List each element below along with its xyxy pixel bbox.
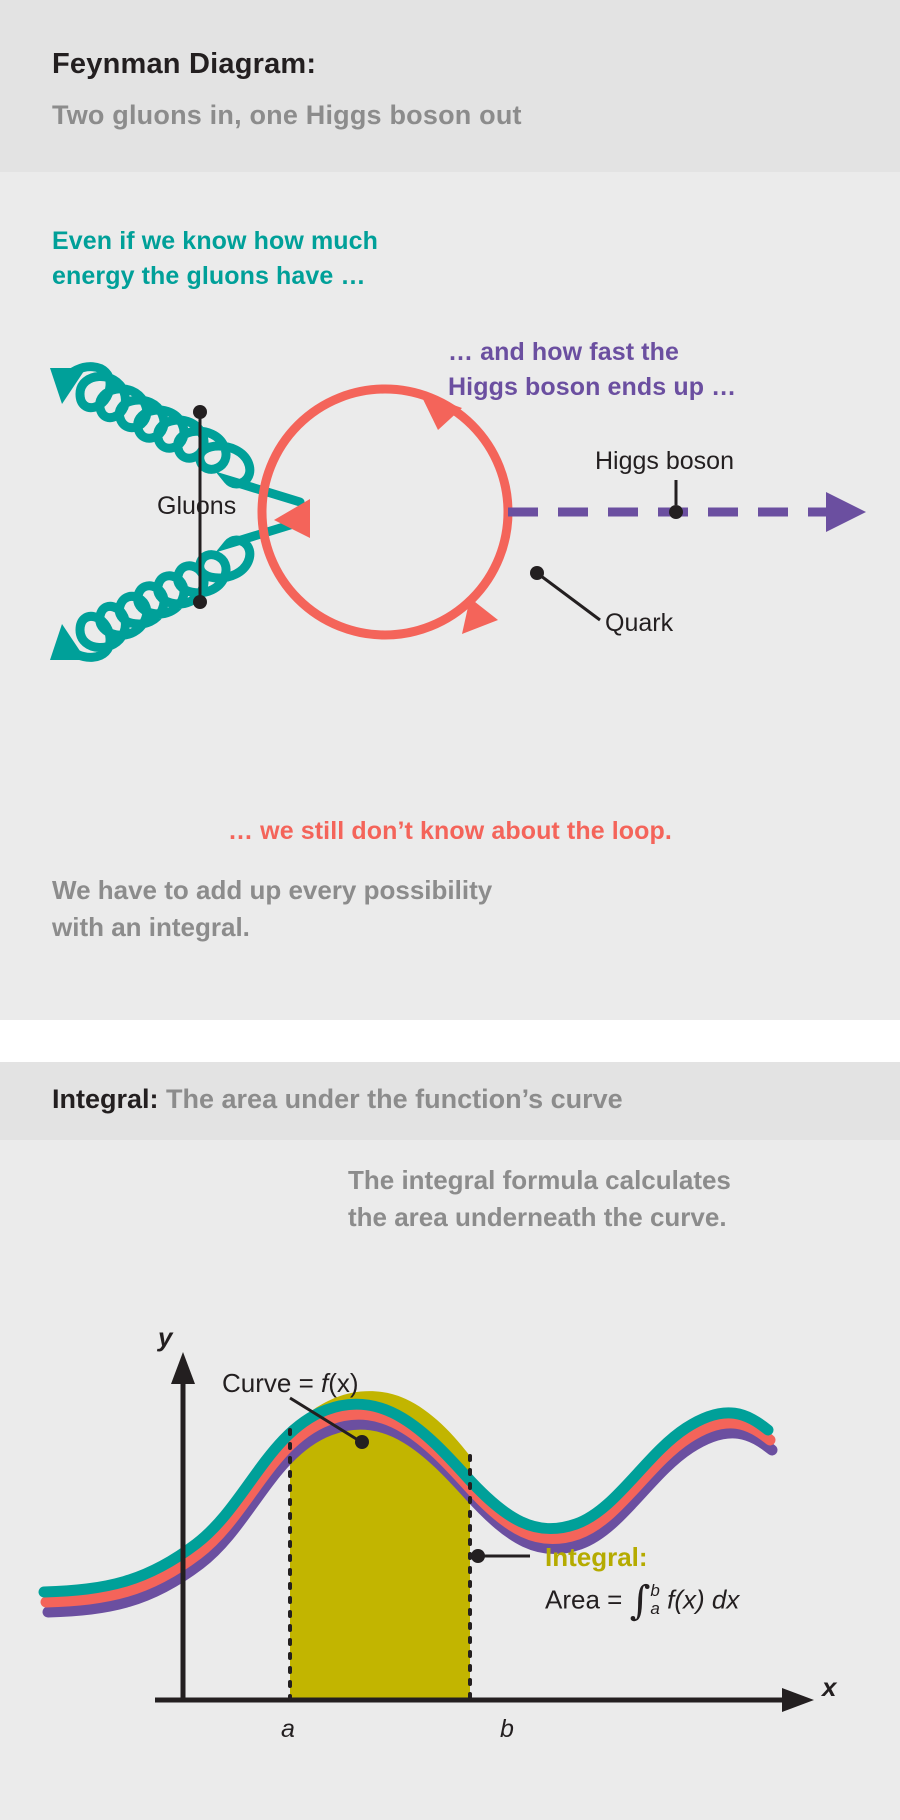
tick-label-a: a <box>281 1715 295 1743</box>
quark-leader-dot <box>530 566 544 580</box>
feynman-subtitle: Two gluons in, one Higgs boson out <box>52 100 522 130</box>
label-higgs-boson: Higgs boson <box>595 447 734 475</box>
integral-title-sub: The area under the function’s curve <box>166 1084 623 1114</box>
callout-gluon-energy-line2: energy the gluons have … <box>52 261 366 290</box>
y-axis-label: y <box>158 1322 173 1352</box>
integral-chart <box>0 1140 900 1820</box>
feynman-footnote-line2: with an integral. <box>52 911 250 942</box>
quark-leader <box>537 573 600 620</box>
integral-title-strong: Integral: <box>52 1084 159 1114</box>
panel-divider <box>0 1020 900 1062</box>
callout-loop: … we still don’t know about the loop. <box>228 817 672 845</box>
gluons-leader-dot-bottom <box>193 595 207 609</box>
callout-gluon-energy-line1: Even if we know how much <box>52 227 379 255</box>
higgs-leader-dot <box>669 505 683 519</box>
label-quark: Quark <box>605 609 674 637</box>
integral-title <box>52 1084 623 1115</box>
curve-label-arg: (x) <box>328 1368 359 1398</box>
curve-label-prefix: Curve = <box>222 1368 321 1398</box>
label-gluons: Gluons <box>157 492 237 520</box>
feynman-footnote <box>52 872 492 946</box>
integral-caption-line1: The integral formula calculates <box>348 1165 731 1195</box>
tick-label-b: b <box>500 1715 514 1743</box>
integral-leader-dot <box>471 1549 485 1563</box>
integral-lower-limit: a <box>650 1598 660 1618</box>
integral-legend: Integral: <box>545 1542 648 1572</box>
higgs-arrowhead <box>826 492 866 532</box>
integral-body <box>0 1140 900 1820</box>
y-axis-arrowhead <box>171 1352 195 1384</box>
integral-panel <box>0 1062 900 1820</box>
feynman-header <box>0 0 900 172</box>
curve-label <box>222 1368 359 1399</box>
integral-header <box>0 1062 900 1140</box>
callout-higgs-speed-line2: Higgs boson ends up … <box>448 372 737 401</box>
integral-upper-limit: b <box>650 1581 660 1600</box>
integral-caption-line2: the area underneath the curve. <box>348 1201 727 1232</box>
feynman-footnote-line1: We have to add up every possibility <box>52 875 493 905</box>
gluons-leader-dot-top <box>193 405 207 419</box>
callout-higgs-speed-line1: … and how fast the <box>448 338 679 366</box>
curve-label-fn: f <box>321 1368 329 1398</box>
integral-integrand: f(x) dx <box>667 1584 740 1615</box>
x-axis-label: x <box>822 1672 837 1702</box>
integral-formula-prefix: Area = <box>545 1584 630 1615</box>
integral-symbol: ∫ <box>629 1577 651 1624</box>
feynman-body <box>0 172 900 1020</box>
curve-leader-dot <box>355 1435 369 1449</box>
integral-limits <box>650 1582 659 1618</box>
x-axis-arrowhead <box>782 1688 814 1712</box>
integral-formula <box>545 1577 740 1624</box>
feynman-title: Feynman Diagram: <box>52 48 317 80</box>
